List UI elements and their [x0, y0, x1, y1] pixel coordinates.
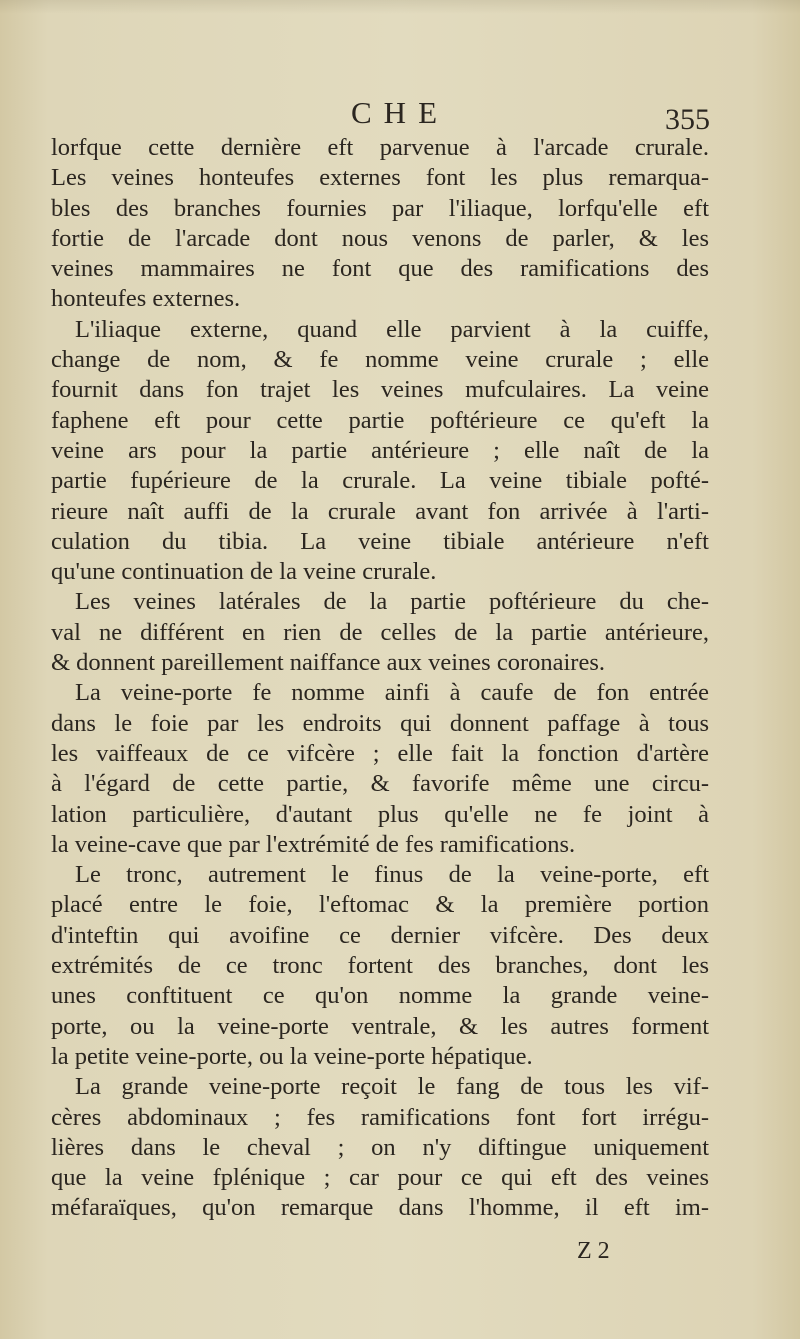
text-line: val ne différent en rien de celles de la partie antérieure,: [51, 618, 709, 646]
running-head: CHE: [351, 95, 449, 130]
text-line: méfaraïques, qu'on remarque dans l'homme, il eft im-: [51, 1194, 709, 1222]
text-line: partie fupérieure de la crurale. La veine tibiale pofté-: [51, 467, 709, 495]
page-edge-shadow: [0, 0, 800, 14]
body-text: [51, 133, 709, 1224]
signature-mark: Z 2: [577, 1238, 610, 1264]
page-number: 355: [665, 103, 710, 136]
text-line: la petite veine-porte, ou la veine-porte hépatique.: [51, 1042, 533, 1070]
text-line: veines mammaires ne font que des ramifications des: [51, 255, 709, 283]
text-line: culation du tibia. La veine tibiale antérieure n'eft: [51, 527, 709, 555]
text-line: lation particulière, d'autant plus qu'elle ne fe joint à: [51, 800, 709, 828]
text-line: que la veine fplénique ; car pour ce qui eft des veines: [51, 1164, 709, 1192]
text-line: lorfque cette dernière eft parvenue à l'arcade crurale.: [51, 134, 709, 161]
text-line: Les veines latérales de la partie poftérieure du che-: [75, 588, 709, 616]
text-line: les vaiffeaux de ce vifcère ; elle fait la fonction d'artère: [51, 739, 709, 767]
text-line: Les veines honteufes externes font les plus remarqua-: [51, 164, 709, 192]
text-line: qu'une continuation de la veine crurale.: [51, 558, 437, 586]
text-line: lières dans le cheval ; on n'y diftingue uniquement: [51, 1133, 709, 1161]
text-line: fournit dans fon trajet les veines mufculaires. La veine: [51, 376, 709, 404]
text-line: & donnent pareillement naiffance aux veines coronaires.: [51, 649, 605, 677]
text-line: change de nom, & fe nomme veine crurale ; elle: [51, 346, 709, 374]
text-line: porte, ou la veine-porte ventrale, & les autres forment: [51, 1012, 709, 1040]
text-line: placé entre le foie, l'eftomac & la première portion: [51, 891, 709, 919]
text-line: veine ars pour la partie antérieure ; elle naît de la: [51, 436, 709, 464]
text-line: faphene eft pour cette partie poftérieure ce qu'eft la: [51, 406, 709, 434]
text-line: d'inteftin qui avoifine ce dernier vifcère. Des deux: [51, 921, 709, 949]
text-line: unes conftituent ce qu'on nomme la grande veine-: [51, 982, 709, 1010]
text-line: honteufes externes.: [51, 285, 241, 313]
text-line: rieure naît auffi de la crurale avant fon arrivée à l'arti-: [51, 497, 709, 525]
text-line: à l'égard de cette partie, & favorife même une circu-: [51, 770, 709, 798]
text-line: L'iliaque externe, quand elle parvient à la cuiffe,: [75, 315, 709, 343]
text-line: cères abdominaux ; fes ramifications font fort irrégu-: [51, 1103, 709, 1131]
text-line: la veine-cave que par l'extrémité de fes ramifications.: [51, 830, 576, 858]
text-line: La grande veine-porte reçoit le fang de tous les vif-: [75, 1073, 709, 1101]
text-line: Le tronc, autrement le finus de la veine-porte, eft: [75, 861, 709, 889]
text-line: bles des branches fournies par l'iliaque, lorfqu'elle eft: [51, 194, 709, 222]
text-line: dans le foie par les endroits qui donnent paffage à tous: [51, 709, 709, 737]
text-line: La veine-porte fe nomme ainfi à caufe de fon entrée: [75, 679, 709, 707]
text-line: fortie de l'arcade dont nous venons de parler, & les: [51, 224, 709, 252]
text-line: extrémités de ce tronc fortent des branches, dont les: [51, 952, 709, 980]
